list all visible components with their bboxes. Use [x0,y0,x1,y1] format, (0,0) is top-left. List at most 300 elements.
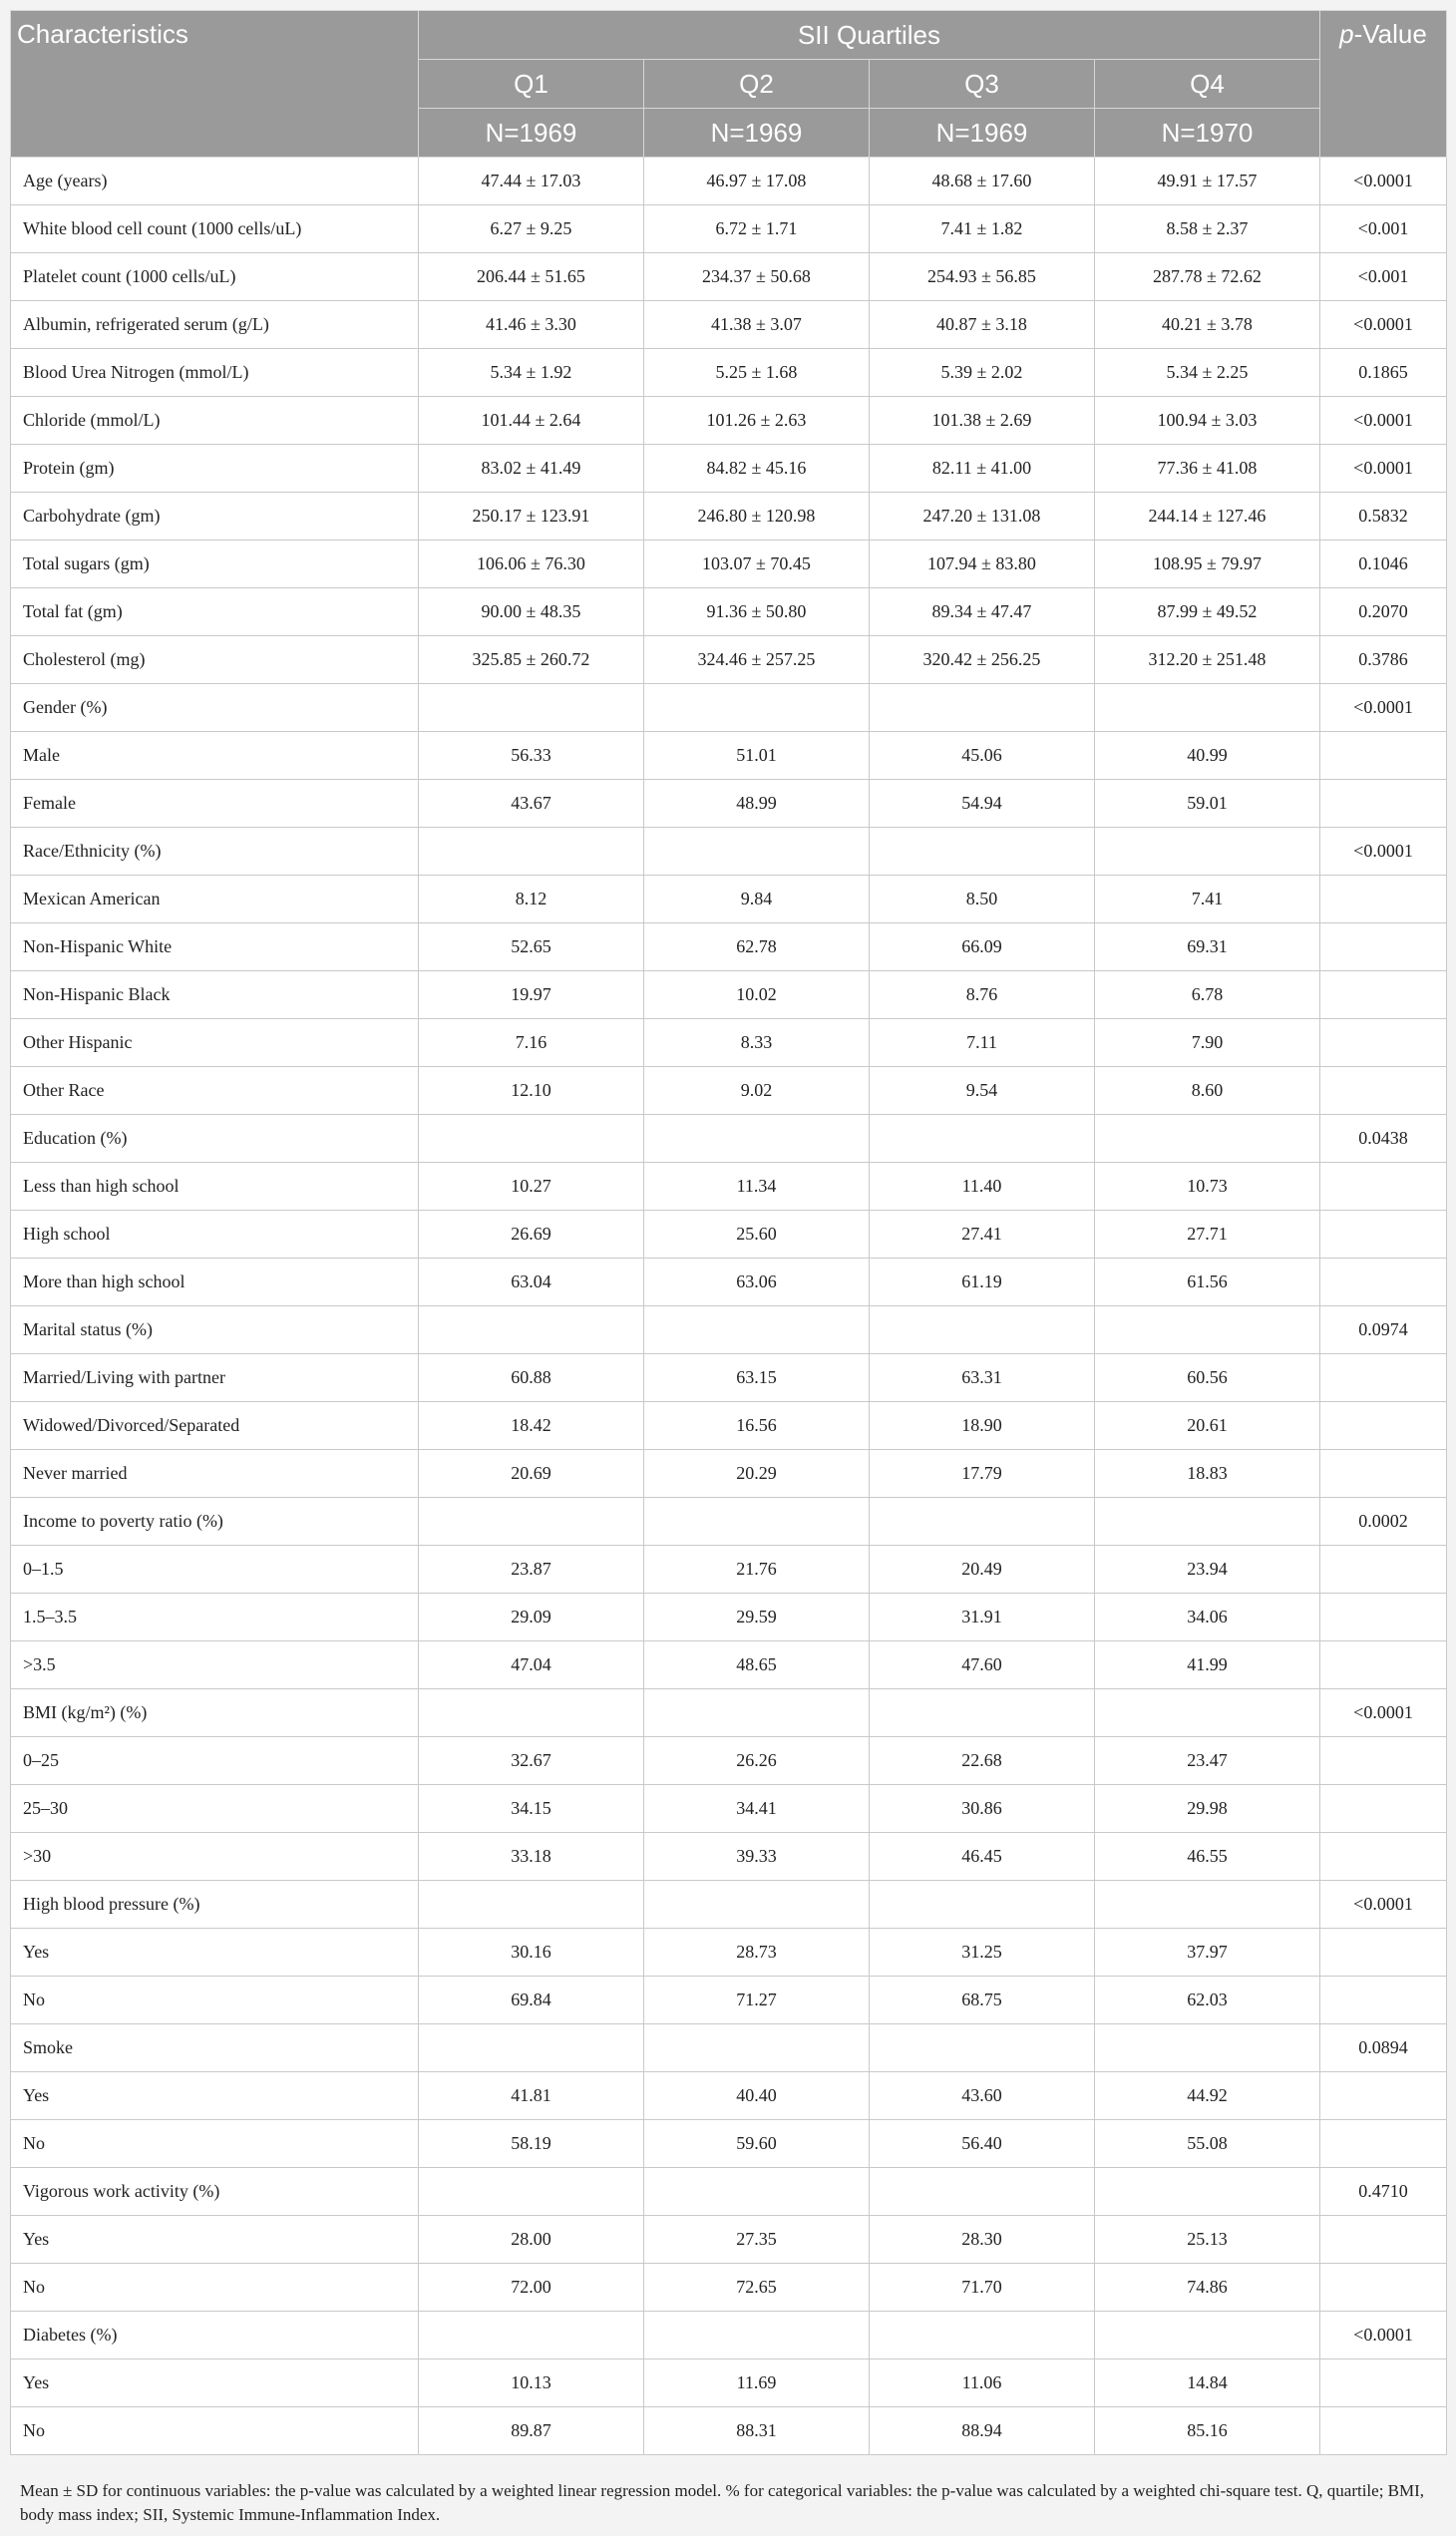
header-n-q1: N=1969 [419,109,644,158]
value-cell-q2: 88.31 [644,2407,870,2455]
value-cell-q3: 54.94 [870,780,1095,828]
p-value-cell: 0.0002 [1320,1498,1447,1546]
value-cell-q1: 60.88 [419,1354,644,1402]
value-cell-q2: 59.60 [644,2120,870,2168]
value-cell-q2 [644,2168,870,2216]
table-row [11,636,1447,684]
row-label: Education (%) [11,1115,419,1163]
row-label: Protein (gm) [11,445,419,493]
row-label: Chloride (mmol/L) [11,397,419,445]
value-cell-q4: 40.21 ± 3.78 [1095,301,1320,349]
value-cell-q4: 18.83 [1095,1450,1320,1498]
p-value-cell [1320,732,1447,780]
value-cell-q4: 40.99 [1095,732,1320,780]
row-label: BMI (kg/m²) (%) [11,1689,419,1737]
row-label: 0–1.5 [11,1546,419,1594]
row-label: Gender (%) [11,684,419,732]
value-cell-q4: 44.92 [1095,2072,1320,2120]
row-label: Total fat (gm) [11,588,419,636]
value-cell-q2: 9.84 [644,876,870,923]
value-cell-q1: 10.13 [419,2359,644,2407]
value-cell-q3: 28.30 [870,2216,1095,2264]
value-cell-q1: 58.19 [419,2120,644,2168]
value-cell-q3: 101.38 ± 2.69 [870,397,1095,445]
p-value-cell: 0.0894 [1320,2024,1447,2072]
row-label: Cholesterol (mg) [11,636,419,684]
row-label: Total sugars (gm) [11,541,419,588]
value-cell-q3: 31.25 [870,1929,1095,1977]
value-cell-q4: 29.98 [1095,1785,1320,1833]
value-cell-q1: 72.00 [419,2264,644,2312]
table-row [11,1546,1447,1594]
table-row [11,1115,1447,1163]
row-label: Never married [11,1450,419,1498]
p-value-cell [1320,1354,1447,1402]
value-cell-q3: 8.50 [870,876,1095,923]
table-row [11,1354,1447,1402]
table-row [11,445,1447,493]
value-cell-q1: 6.27 ± 9.25 [419,205,644,253]
value-cell-q4: 7.41 [1095,876,1320,923]
table-row [11,684,1447,732]
value-cell-q4: 5.34 ± 2.25 [1095,349,1320,397]
value-cell-q2 [644,828,870,876]
row-label: Yes [11,1929,419,1977]
value-cell-q2: 246.80 ± 120.98 [644,493,870,541]
value-cell-q3 [870,1689,1095,1737]
table-footnote: Mean ± SD for continuous variables: the p-value was calculated by a weighted linear regression model. % for categorical variables: the p-value was calculated by a weighted chi-square test. Q, quartile; BMI, body mass index; SII, Systemic Immune-Inflammation Index. [20,2481,1425,2524]
p-value-cell [1320,971,1447,1019]
p-value-cell [1320,1546,1447,1594]
p-value-cell: <0.001 [1320,205,1447,253]
value-cell-q2: 9.02 [644,1067,870,1115]
value-cell-q1: 29.09 [419,1594,644,1641]
value-cell-q4 [1095,1115,1320,1163]
header-n-q3: N=1969 [870,109,1095,158]
table-row [11,732,1447,780]
value-cell-q3 [870,1498,1095,1546]
row-label: Platelet count (1000 cells/uL) [11,253,419,301]
table-row [11,876,1447,923]
p-value-cell [1320,2072,1447,2120]
value-cell-q4: 100.94 ± 3.03 [1095,397,1320,445]
value-cell-q4: 62.03 [1095,1977,1320,2024]
value-cell-q1: 43.67 [419,780,644,828]
value-cell-q1: 7.16 [419,1019,644,1067]
p-value-cell [1320,780,1447,828]
value-cell-q2: 10.02 [644,971,870,1019]
p-value-cell [1320,1211,1447,1259]
value-cell-q3 [870,1306,1095,1354]
value-cell-q2: 11.69 [644,2359,870,2407]
value-cell-q1: 56.33 [419,732,644,780]
value-cell-q4: 60.56 [1095,1354,1320,1402]
value-cell-q3: 107.94 ± 83.80 [870,541,1095,588]
table-row [11,1641,1447,1689]
p-value-cell: <0.0001 [1320,158,1447,205]
row-label: Yes [11,2072,419,2120]
row-label: Yes [11,2216,419,2264]
value-cell-q3: 18.90 [870,1402,1095,1450]
value-cell-q4: 108.95 ± 79.97 [1095,541,1320,588]
value-cell-q1: 63.04 [419,1259,644,1306]
row-label: Other Hispanic [11,1019,419,1067]
value-cell-q1 [419,684,644,732]
value-cell-q3: 48.68 ± 17.60 [870,158,1095,205]
value-cell-q2: 11.34 [644,1163,870,1211]
value-cell-q1 [419,2024,644,2072]
row-label: 25–30 [11,1785,419,1833]
value-cell-q4 [1095,684,1320,732]
value-cell-q1: 19.97 [419,971,644,1019]
value-cell-q2: 29.59 [644,1594,870,1641]
value-cell-q4: 34.06 [1095,1594,1320,1641]
row-label: No [11,2407,419,2455]
value-cell-q1: 90.00 ± 48.35 [419,588,644,636]
table-row [11,2072,1447,2120]
value-cell-q2: 21.76 [644,1546,870,1594]
p-value-cell [1320,1929,1447,1977]
row-label: Other Race [11,1067,419,1115]
value-cell-q2: 27.35 [644,2216,870,2264]
table-row [11,493,1447,541]
value-cell-q3: 31.91 [870,1594,1095,1641]
value-cell-q2: 39.33 [644,1833,870,1881]
header-sii-quartiles: SII Quartiles [419,11,1320,60]
header-p-value-italic: p [1339,19,1354,49]
value-cell-q2: 46.97 ± 17.08 [644,158,870,205]
value-cell-q4: 74.86 [1095,2264,1320,2312]
table-row [11,397,1447,445]
value-cell-q4: 41.99 [1095,1641,1320,1689]
value-cell-q1: 250.17 ± 123.91 [419,493,644,541]
p-value-cell: <0.0001 [1320,397,1447,445]
row-label: Age (years) [11,158,419,205]
table-row [11,1498,1447,1546]
p-value-cell [1320,2264,1447,2312]
value-cell-q3: 71.70 [870,2264,1095,2312]
table-row [11,2407,1447,2455]
value-cell-q1: 41.81 [419,2072,644,2120]
p-value-cell [1320,1259,1447,1306]
table-row [11,1067,1447,1115]
value-cell-q2: 25.60 [644,1211,870,1259]
value-cell-q3: 63.31 [870,1354,1095,1402]
value-cell-q4 [1095,2312,1320,2359]
header-p-value-rest: -Value [1353,19,1427,49]
value-cell-q4 [1095,1498,1320,1546]
value-cell-q1: 325.85 ± 260.72 [419,636,644,684]
row-label: Diabetes (%) [11,2312,419,2359]
value-cell-q4 [1095,828,1320,876]
value-cell-q2: 40.40 [644,2072,870,2120]
value-cell-q2: 51.01 [644,732,870,780]
table-header [11,11,1447,158]
p-value-cell [1320,1019,1447,1067]
table-row [11,1402,1447,1450]
value-cell-q4: 69.31 [1095,923,1320,971]
table-row [11,158,1447,205]
value-cell-q4: 77.36 ± 41.08 [1095,445,1320,493]
row-label: More than high school [11,1259,419,1306]
value-cell-q2: 324.46 ± 257.25 [644,636,870,684]
p-value-cell [1320,1163,1447,1211]
value-cell-q2: 28.73 [644,1929,870,1977]
p-value-cell: 0.5832 [1320,493,1447,541]
row-label: Non-Hispanic Black [11,971,419,1019]
value-cell-q1: 83.02 ± 41.49 [419,445,644,493]
value-cell-q3: 89.34 ± 47.47 [870,588,1095,636]
value-cell-q4: 8.60 [1095,1067,1320,1115]
value-cell-q4: 10.73 [1095,1163,1320,1211]
value-cell-q1: 28.00 [419,2216,644,2264]
value-cell-q4: 23.94 [1095,1546,1320,1594]
value-cell-q4: 61.56 [1095,1259,1320,1306]
row-label: Albumin, refrigerated serum (g/L) [11,301,419,349]
row-label: 0–25 [11,1737,419,1785]
row-label: Marital status (%) [11,1306,419,1354]
table-row [11,2024,1447,2072]
table-row [11,1833,1447,1881]
table-row [11,1977,1447,2024]
p-value-cell [1320,1737,1447,1785]
table-row [11,253,1447,301]
row-label: Yes [11,2359,419,2407]
value-cell-q3: 11.40 [870,1163,1095,1211]
table-row [11,780,1447,828]
value-cell-q1: 69.84 [419,1977,644,2024]
value-cell-q4: 59.01 [1095,780,1320,828]
value-cell-q2: 41.38 ± 3.07 [644,301,870,349]
value-cell-q3: 43.60 [870,2072,1095,2120]
header-q1: Q1 [419,60,644,109]
value-cell-q3: 47.60 [870,1641,1095,1689]
p-value-cell: 0.1865 [1320,349,1447,397]
value-cell-q4: 55.08 [1095,2120,1320,2168]
value-cell-q2: 63.15 [644,1354,870,1402]
value-cell-q1: 32.67 [419,1737,644,1785]
value-cell-q1: 206.44 ± 51.65 [419,253,644,301]
baseline-characteristics-table [10,10,1447,2455]
value-cell-q1: 47.04 [419,1641,644,1689]
value-cell-q1: 106.06 ± 76.30 [419,541,644,588]
value-cell-q1: 52.65 [419,923,644,971]
p-value-cell: 0.4710 [1320,2168,1447,2216]
table-row [11,1594,1447,1641]
value-cell-q3 [870,684,1095,732]
p-value-cell [1320,1067,1447,1115]
value-cell-q2: 62.78 [644,923,870,971]
value-cell-q1 [419,2312,644,2359]
p-value-cell: <0.0001 [1320,301,1447,349]
row-label: Male [11,732,419,780]
value-cell-q3 [870,2024,1095,2072]
value-cell-q1: 101.44 ± 2.64 [419,397,644,445]
value-cell-q3: 11.06 [870,2359,1095,2407]
value-cell-q2 [644,1115,870,1163]
p-value-cell [1320,2216,1447,2264]
row-label: 1.5–3.5 [11,1594,419,1641]
value-cell-q1: 41.46 ± 3.30 [419,301,644,349]
row-label: Non-Hispanic White [11,923,419,971]
value-cell-q1: 26.69 [419,1211,644,1259]
value-cell-q3: 88.94 [870,2407,1095,2455]
value-cell-q2: 84.82 ± 45.16 [644,445,870,493]
p-value-cell: <0.0001 [1320,828,1447,876]
p-value-cell: 0.3786 [1320,636,1447,684]
value-cell-q3 [870,1881,1095,1929]
value-cell-q1: 89.87 [419,2407,644,2455]
p-value-cell [1320,1785,1447,1833]
row-label: Race/Ethnicity (%) [11,828,419,876]
value-cell-q4: 46.55 [1095,1833,1320,1881]
row-label: >3.5 [11,1641,419,1689]
value-cell-q4: 27.71 [1095,1211,1320,1259]
value-cell-q3: 7.41 ± 1.82 [870,205,1095,253]
row-label: Married/Living with partner [11,1354,419,1402]
row-label: High blood pressure (%) [11,1881,419,1929]
value-cell-q3: 8.76 [870,971,1095,1019]
p-value-cell [1320,1833,1447,1881]
row-label: No [11,2264,419,2312]
value-cell-q2: 63.06 [644,1259,870,1306]
value-cell-q3: 45.06 [870,732,1095,780]
header-q4: Q4 [1095,60,1320,109]
header-q2: Q2 [644,60,870,109]
row-label: Widowed/Divorced/Separated [11,1402,419,1450]
value-cell-q4: 6.78 [1095,971,1320,1019]
value-cell-q1: 34.15 [419,1785,644,1833]
value-cell-q3: 247.20 ± 131.08 [870,493,1095,541]
value-cell-q1: 18.42 [419,1402,644,1450]
table-row [11,301,1447,349]
value-cell-q4: 7.90 [1095,1019,1320,1067]
value-cell-q2: 48.65 [644,1641,870,1689]
value-cell-q3: 68.75 [870,1977,1095,2024]
value-cell-q2 [644,2312,870,2359]
value-cell-q4 [1095,1689,1320,1737]
table-row [11,541,1447,588]
p-value-cell: 0.0438 [1320,1115,1447,1163]
table-row [11,2120,1447,2168]
p-value-cell [1320,2120,1447,2168]
p-value-cell: 0.0974 [1320,1306,1447,1354]
value-cell-q2: 34.41 [644,1785,870,1833]
value-cell-q2 [644,1498,870,1546]
value-cell-q2: 91.36 ± 50.80 [644,588,870,636]
p-value-cell: 0.1046 [1320,541,1447,588]
row-label: Blood Urea Nitrogen (mmol/L) [11,349,419,397]
value-cell-q1 [419,1498,644,1546]
value-cell-q2 [644,1881,870,1929]
table-row [11,205,1447,253]
value-cell-q1 [419,2168,644,2216]
value-cell-q4: 23.47 [1095,1737,1320,1785]
value-cell-q2: 48.99 [644,780,870,828]
value-cell-q3: 82.11 ± 41.00 [870,445,1095,493]
value-cell-q1: 47.44 ± 17.03 [419,158,644,205]
p-value-cell [1320,1594,1447,1641]
value-cell-q3 [870,828,1095,876]
value-cell-q3: 30.86 [870,1785,1095,1833]
header-q3: Q3 [870,60,1095,109]
value-cell-q4: 8.58 ± 2.37 [1095,205,1320,253]
value-cell-q2 [644,1689,870,1737]
value-cell-q3: 66.09 [870,923,1095,971]
p-value-cell: <0.0001 [1320,1689,1447,1737]
value-cell-q1: 23.87 [419,1546,644,1594]
table-body [11,158,1447,2455]
table-row [11,1881,1447,1929]
p-value-cell: <0.0001 [1320,445,1447,493]
value-cell-q2: 71.27 [644,1977,870,2024]
value-cell-q2: 72.65 [644,2264,870,2312]
value-cell-q1: 30.16 [419,1929,644,1977]
table-row [11,971,1447,1019]
p-value-cell: <0.0001 [1320,2312,1447,2359]
row-label: >30 [11,1833,419,1881]
value-cell-q1 [419,1881,644,1929]
value-cell-q4: 25.13 [1095,2216,1320,2264]
table-row [11,1785,1447,1833]
value-cell-q4 [1095,1881,1320,1929]
p-value-cell: <0.0001 [1320,684,1447,732]
value-cell-q2: 20.29 [644,1450,870,1498]
table-row [11,1929,1447,1977]
value-cell-q1: 33.18 [419,1833,644,1881]
header-n-q4: N=1970 [1095,109,1320,158]
value-cell-q1 [419,1115,644,1163]
value-cell-q4: 85.16 [1095,2407,1320,2455]
p-value-cell [1320,1450,1447,1498]
header-n-q2: N=1969 [644,109,870,158]
table-row [11,1163,1447,1211]
value-cell-q4: 287.78 ± 72.62 [1095,253,1320,301]
row-label: High school [11,1211,419,1259]
p-value-cell [1320,2359,1447,2407]
value-cell-q1: 12.10 [419,1067,644,1115]
value-cell-q2: 8.33 [644,1019,870,1067]
value-cell-q4: 37.97 [1095,1929,1320,1977]
row-label: White blood cell count (1000 cells/uL) [11,205,419,253]
row-label: Smoke [11,2024,419,2072]
value-cell-q2: 101.26 ± 2.63 [644,397,870,445]
table-row [11,1019,1447,1067]
value-cell-q3: 56.40 [870,2120,1095,2168]
value-cell-q3 [870,2312,1095,2359]
table-row [11,1259,1447,1306]
p-value-cell: 0.2070 [1320,588,1447,636]
value-cell-q2: 103.07 ± 70.45 [644,541,870,588]
value-cell-q3: 7.11 [870,1019,1095,1067]
value-cell-q2: 6.72 ± 1.71 [644,205,870,253]
value-cell-q1: 8.12 [419,876,644,923]
value-cell-q1: 10.27 [419,1163,644,1211]
p-value-cell: <0.0001 [1320,1881,1447,1929]
table-row [11,1211,1447,1259]
p-value-cell [1320,2407,1447,2455]
table-row [11,2359,1447,2407]
table-row [11,349,1447,397]
p-value-cell [1320,1977,1447,2024]
value-cell-q3: 40.87 ± 3.18 [870,301,1095,349]
value-cell-q2 [644,2024,870,2072]
table-row [11,2168,1447,2216]
table-row [11,1306,1447,1354]
p-value-cell [1320,923,1447,971]
table-row [11,1737,1447,1785]
value-cell-q3: 20.49 [870,1546,1095,1594]
